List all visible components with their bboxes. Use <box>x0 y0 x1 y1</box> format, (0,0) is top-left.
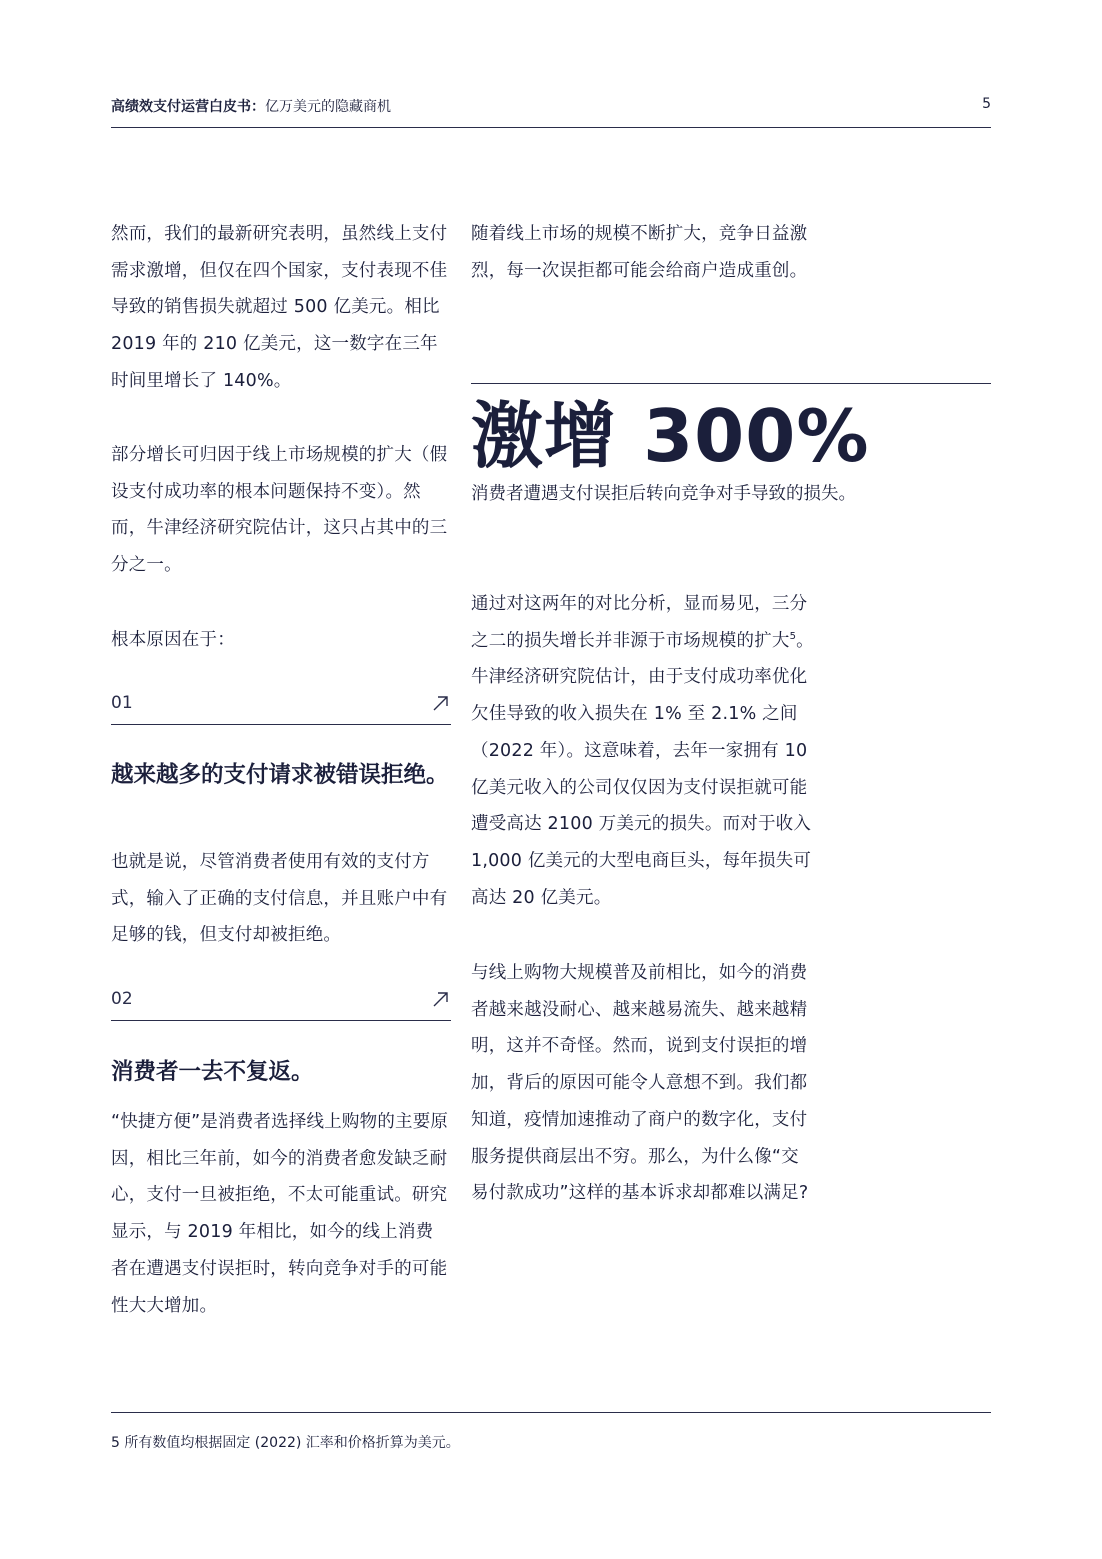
left-paragraph-2: 部分增长可归因于线上市场规模的扩大（假设支付成功率的根本问题保持不变）。然而，牛津经济研究院估计，这只占其中的三分之一。 <box>111 445 448 576</box>
left-paragraph-1: 然而，我们的最新研究表明，虽然线上支付需求激增，但仅在四个国家，支付表现不佳导致的销售损失就超过 500 亿美元。相比 2019 年的 210 亿美元，这一数字在三年时间里增长了 140%。 <box>111 224 448 391</box>
stat-caption: 消费者遭遇支付误拒后转向竞争对手导致的损失。 <box>471 484 856 504</box>
header-title-bold: 高绩效支付运营白皮书： <box>111 99 265 115</box>
item-02-body: “快捷方便”是消费者选择线上购物的主要原因，相比三年前，如今的消费者愈发缺乏耐心，支付一旦被拒绝，不太可能重试。研究显示，与 2019 年相比，如今的线上消费者在遭遇支付误拒时，转向竞争对手的可能性大大增加。 <box>111 1112 449 1316</box>
item-number: 01 <box>111 693 133 713</box>
page-header <box>111 96 991 116</box>
right-paragraph-2-part-b: 。牛津经济研究院估计，由于支付成功率优化欠佳导致的收入损失在 1% 至 2.1% 之间（2022 年）。这意味着，去年一家拥有 10 亿美元收入的公司仅仅因为支付误拒就可能遭受高达 2100 万美元的损失。而对于收入 1,000 亿美元的大型电商巨头，每年损失可高达 20 亿美元。 <box>471 630 814 908</box>
page-number: 5 <box>982 96 991 112</box>
footnote: 5 所有数值均根据固定 (2022) 汇率和价格折算为美元。 <box>111 1435 460 1451</box>
item-number: 02 <box>111 989 133 1009</box>
arrow-up-right-icon[interactable] <box>431 693 451 713</box>
item-02-header <box>111 985 451 1021</box>
header-title-rest: 亿万美元的隐藏商机 <box>265 99 391 115</box>
item-02-title: 消费者一去不复返。 <box>111 1059 314 1085</box>
right-paragraph-3: 与线上购物大规模普及前相比，如今的消费者越来越没耐心、越来越易流失、越来越精明，这并不奇怪。然而，说到支付误拒的增加，背后的原因可能令人意想不到。我们都知道，疫情加速推动了商户的数字化，支付服务提供商层出不穷。那么，为什么像“交易付款成功”这样的基本诉求却都难以满足? <box>471 963 809 1204</box>
stat-value: 激增 300% <box>471 394 870 478</box>
stat-divider <box>471 383 991 384</box>
item-01-header <box>111 689 451 725</box>
arrow-up-right-icon[interactable] <box>431 989 451 1009</box>
footnote-divider <box>111 1412 991 1413</box>
right-paragraph-2 <box>471 586 816 916</box>
header-divider <box>111 127 991 128</box>
left-paragraph-3: 根本原因在于： <box>111 630 235 650</box>
right-paragraph-2-part-a: 通过对这两年的对比分析，显而易见，三分之二的损失增长并非源于市场规模的扩大 <box>471 594 808 651</box>
footnote-reference[interactable]: 5 <box>789 630 797 642</box>
item-01-title: 越来越多的支付请求被错误拒绝。 <box>111 762 449 788</box>
item-01-body: 也就是说，尽管消费者使用有效的支付方式，输入了正确的支付信息，并且账户中有足够的钱，但支付却被拒绝。 <box>111 852 448 946</box>
right-paragraph-1: 随着线上市场的规模不断扩大，竞争日益激烈，每一次误拒都可能会给商户造成重创。 <box>471 224 808 281</box>
